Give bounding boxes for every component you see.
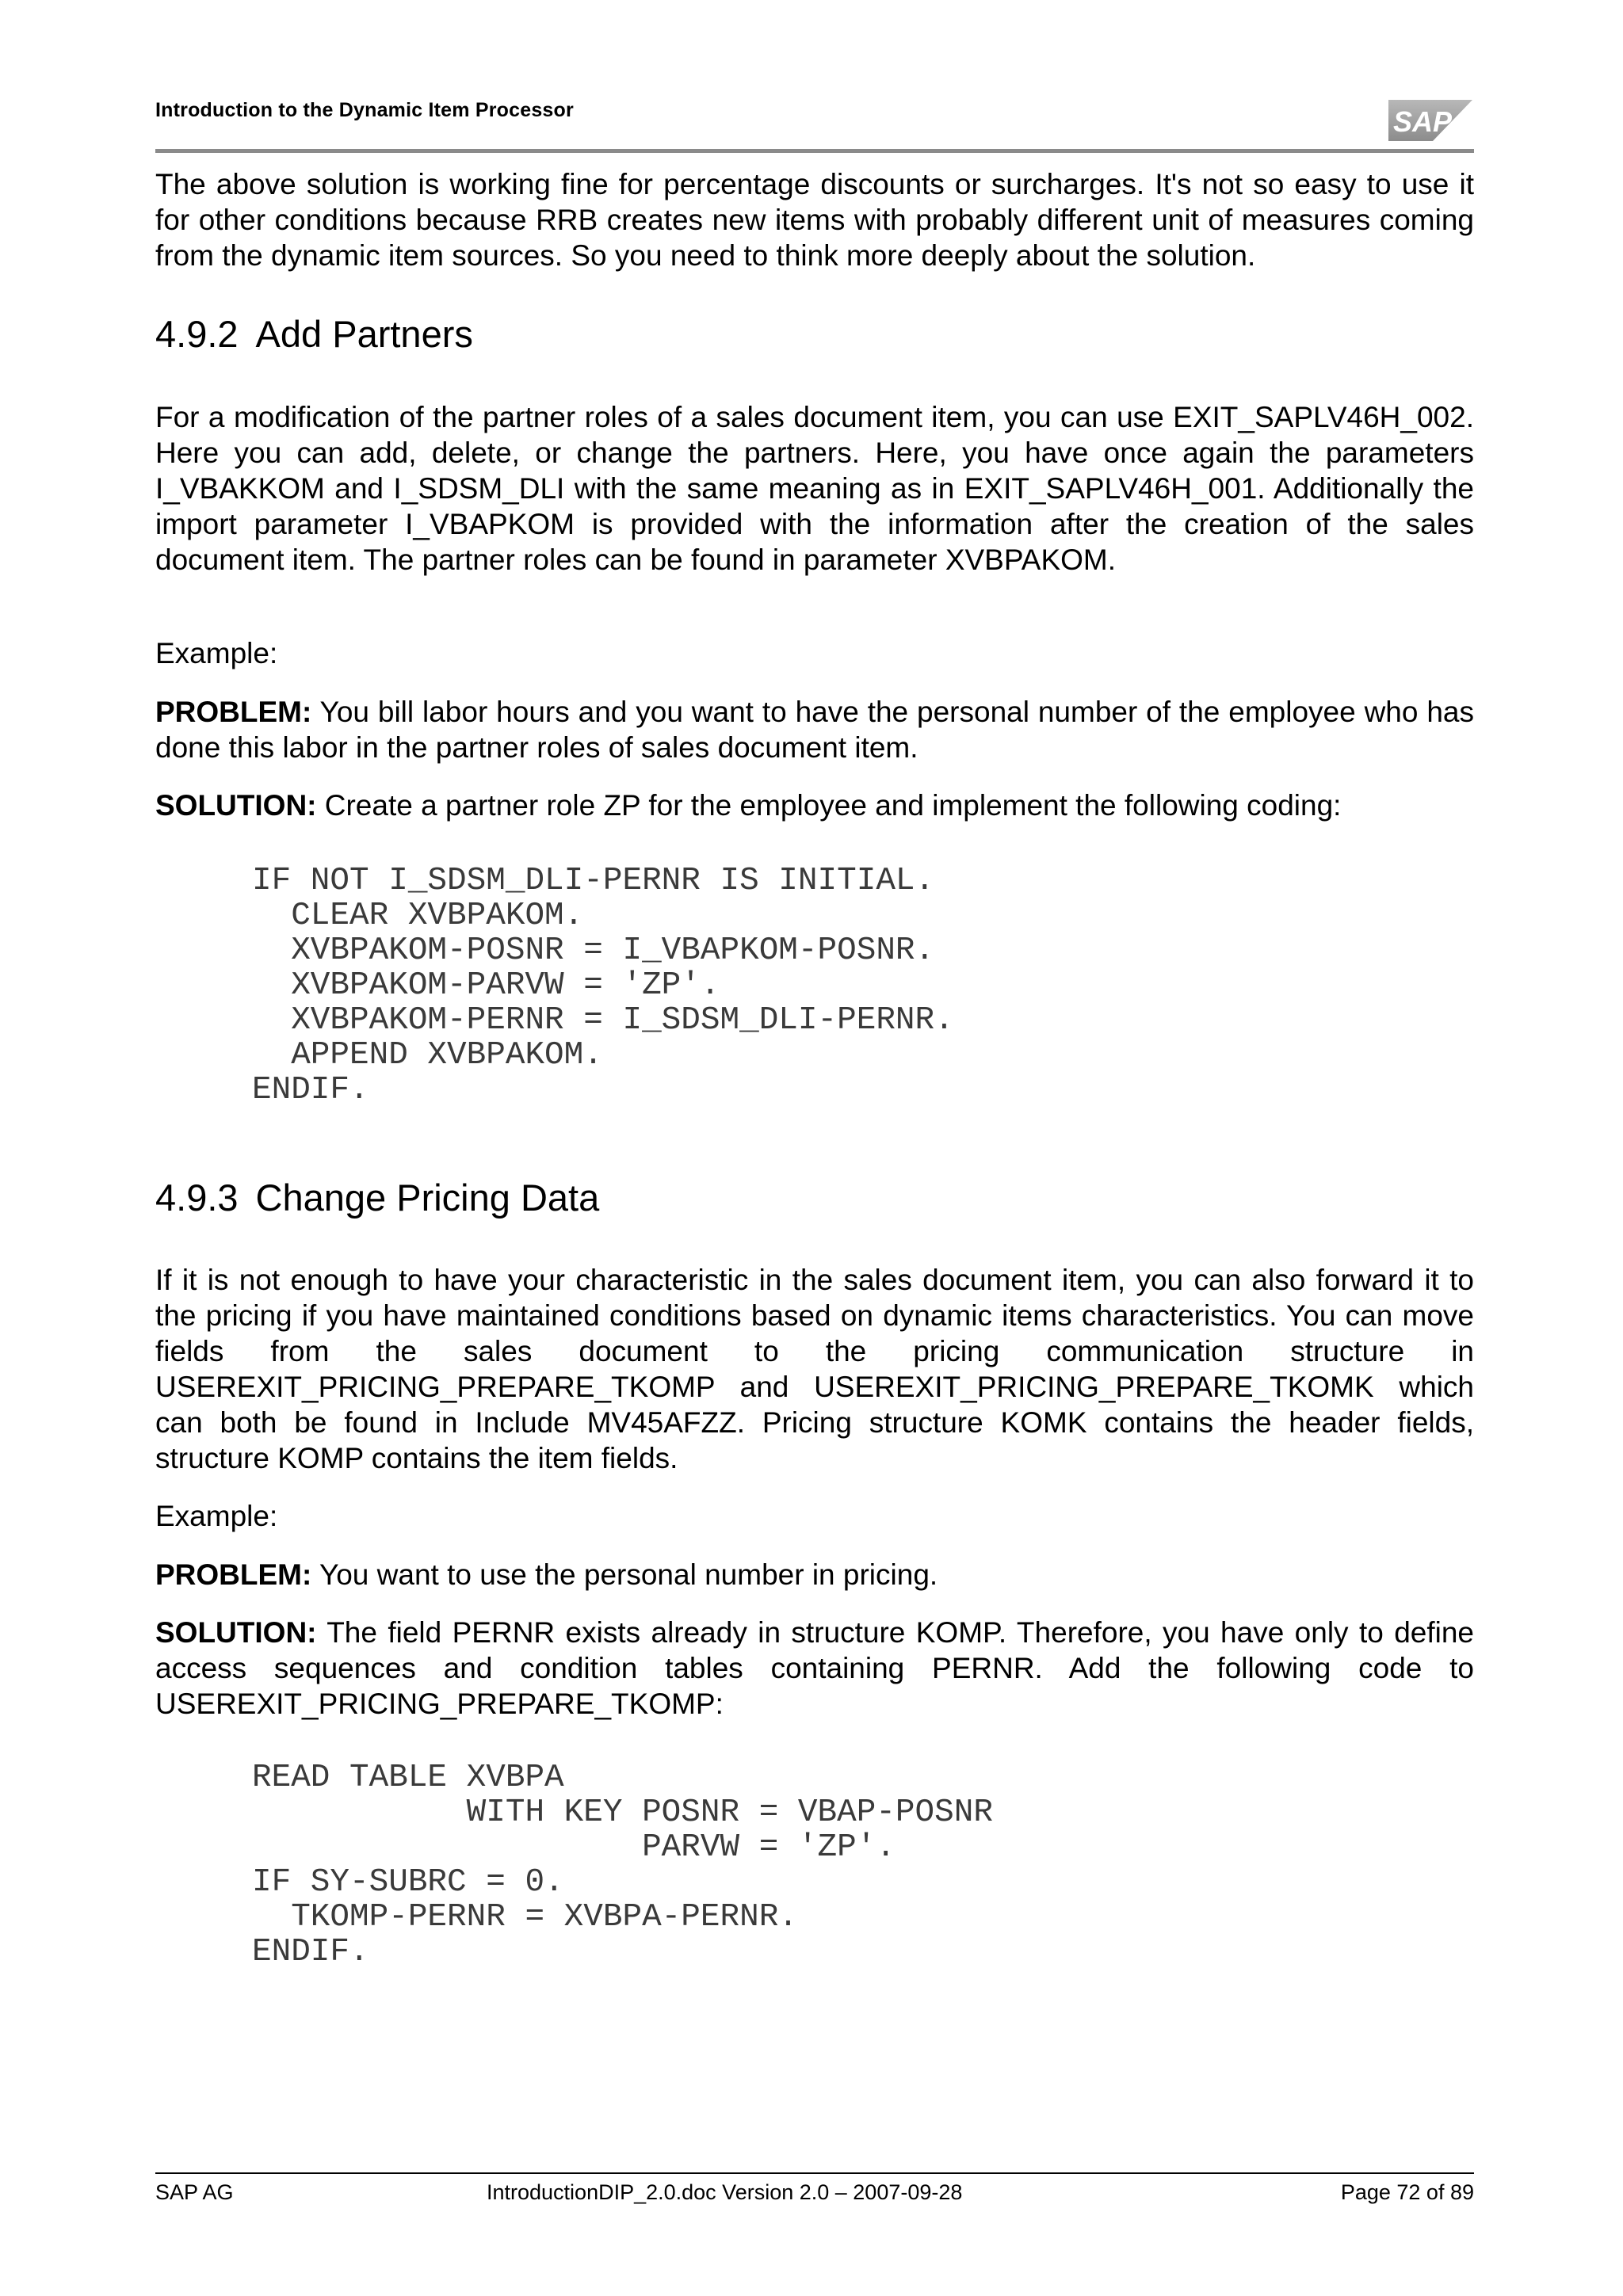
- footer-page-number: Page 72 of 89: [1340, 2180, 1474, 2204]
- change-pricing-paragraph: If it is not enough to have your characteristic in the sales document item, you can also forward it to the pricing if you have maintained conditions based on dynamic items characteristics. You can move fields from the sales document to the pricing communication structure in USEREXIT_PRICING_PREPARE_TKOMP and USEREXIT_PRICING_PREPARE_TKOMK which can both be found in Include MV45AFZZ. Pricing structure KOMK contains the header fields, structure KOMP contains the item fields.: [155, 1264, 1474, 1474]
- solution-label: SOLUTION:: [155, 1616, 317, 1649]
- sap-logo: [1388, 100, 1472, 141]
- example-label: Example:: [155, 637, 278, 669]
- example-label: Example:: [155, 1500, 278, 1532]
- problem-text: You want to use the personal number in pricing.: [311, 1558, 938, 1591]
- problem-text: You bill labor hours and you want to have the personal number of the employee who has done this labor in the partner roles of sales document item.: [155, 696, 1474, 764]
- add-partners-paragraph: For a modification of the partner roles of a sales document item, you can use EXIT_SAPLV46H_002. Here you can add, delete, or change the partners. Here, you have once again the parameters I_VBAKKOM and I_SDSM_DLI with the same meaning as in EXIT_SAPLV46H_001. Additionally the import parameter I_VBAPKOM is provided with the information after the creation of the sales document item. The partner roles can be found in parameter XVBPAKOM.: [155, 401, 1474, 576]
- header-divider: [155, 149, 1474, 153]
- solution-label: SOLUTION:: [155, 789, 317, 822]
- section-number: 4.9.3: [155, 1177, 239, 1219]
- section-heading-change-pricing-data: [155, 1176, 599, 1220]
- problem-label: PROBLEM:: [155, 1558, 312, 1591]
- solution-text: Create a partner role ZP for the employee and implement the following coding:: [316, 789, 1342, 822]
- footer-divider: [155, 2172, 1474, 2174]
- section-heading-add-partners: [155, 312, 473, 357]
- code-block-change-pricing: READ TABLE XVBPA WITH KEY POSNR = VBAP-POSNR PARVW = 'ZP'. IF SY-SUBRC = 0. TKOMP-PERNR = XVBPA-PERNR. ENDIF.: [252, 1760, 993, 1970]
- solution-paragraph: [155, 788, 1474, 823]
- code-block-add-partners: IF NOT I_SDSM_DLI-PERNR IS INITIAL. CLEAR XVBPAKOM. XVBPAKOM-POSNR = I_VBAPKOM-POSNR. XVBPAKOM-PARVW = 'ZP'. XVBPAKOM-PERNR = I_SDSM_DLI-PERNR. APPEND XVBPAKOM. ENDIF.: [252, 863, 954, 1108]
- problem-label: PROBLEM:: [155, 696, 312, 728]
- solution-text: The field PERNR exists already in structure KOMP. Therefore, you have only to define access sequences and condition tables containing PERNR. Add the following code to USEREXIT_PRICING_PREPARE_TKOMP:: [155, 1616, 1474, 1720]
- sap-logo-text: SAP: [1393, 105, 1453, 138]
- problem-paragraph: [155, 694, 1474, 765]
- section-title: Add Partners: [255, 313, 473, 355]
- section-number: 4.9.2: [155, 313, 239, 355]
- section-title: Change Pricing Data: [255, 1177, 600, 1219]
- footer-company: SAP AG: [155, 2180, 234, 2204]
- problem-paragraph: [155, 1557, 1474, 1592]
- intro-paragraph: The above solution is working fine for percentage discounts or surcharges. It's not so easy to use it for other conditions because RRB creates new items with probably different unit of measures coming from the dynamic item sources. So you need to think more deeply about the solution.: [155, 168, 1474, 272]
- running-header-title: Introduction to the Dynamic Item Processor: [155, 99, 574, 121]
- solution-paragraph: [155, 1615, 1474, 1722]
- footer-document-info: IntroductionDIP_2.0.doc Version 2.0 – 2007-09-28: [487, 2180, 963, 2204]
